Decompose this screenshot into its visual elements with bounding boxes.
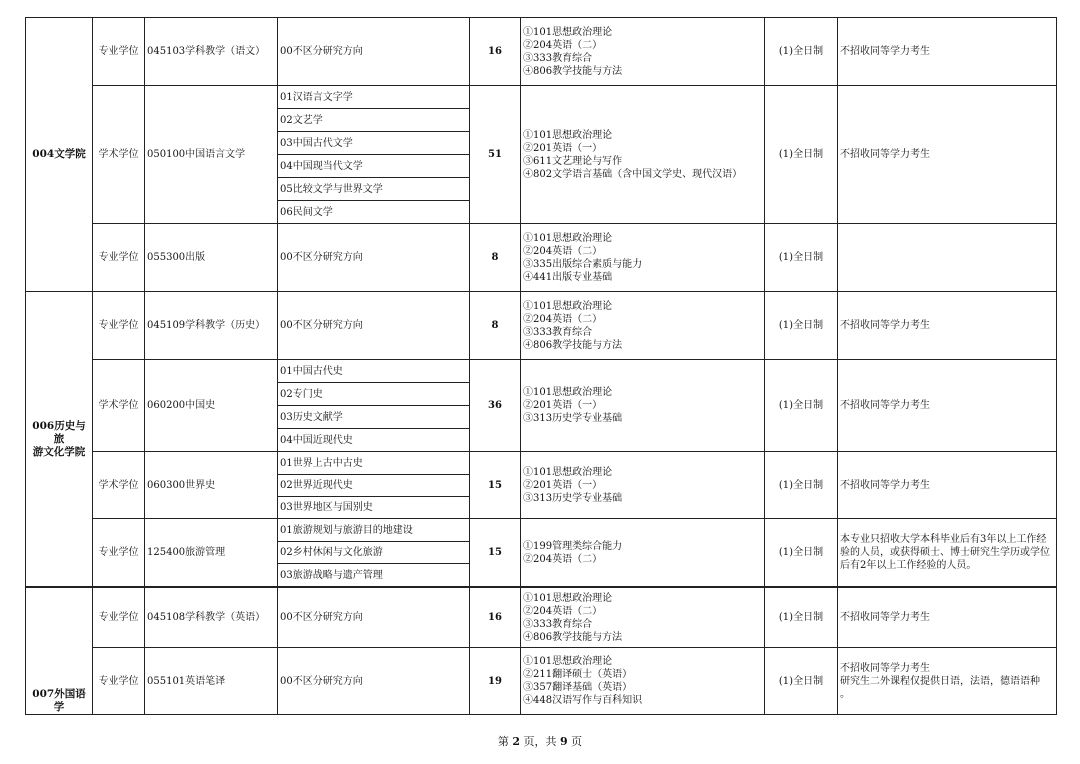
direction-cell: 03历史文献学 [278,406,470,429]
exam-subjects-cell [521,519,765,587]
enrollment-count: 36 [470,360,521,452]
study-mode-cell: (1)全日制 [765,648,838,715]
enrollment-count: 15 [470,452,521,519]
direction-cell: 03世界地区与国别史 [278,497,470,519]
direction-cell: 00不区分研究方向 [278,18,470,86]
direction-cell: 02世界近现代史 [278,475,470,497]
direction-cell: 00不区分研究方向 [278,588,470,648]
degree-type-cell: 专业学位 [93,519,145,587]
exam-subject: ①101思想政治理论 [523,26,613,38]
page-footer [0,733,1080,749]
enrollment-catalog-table-history [25,291,1057,587]
table-row [26,648,1057,715]
exam-subjects-cell [521,452,765,519]
direction-cell: 02乡村休闲与文化旅游 [278,542,470,564]
enrollment-count: 15 [470,519,521,587]
study-mode-cell: (1)全日制 [765,224,838,292]
note-cell: 不招收同等学力考生 [838,452,1057,519]
exam-subject: ②201英语（一） [523,479,603,491]
footer-prefix: 第 [497,735,509,748]
major-cell: 045108学科教学（英语） [145,588,278,648]
note-cell: 不招收同等学力考生 [838,18,1057,86]
table-row [26,452,1057,475]
enrollment-count: 8 [470,292,521,360]
note-cell: 不招收同等学力考生 [838,360,1057,452]
degree-type-cell: 专业学位 [93,292,145,360]
table-row [26,224,1057,292]
exam-subject: ②204英语（二） [523,605,603,617]
exam-subject: ①101思想政治理论 [523,232,613,244]
college-cell [26,292,93,587]
exam-subject: ③313历史学专业基础 [523,413,623,424]
note-cell: 本专业只招收大学本科毕业后有3年以上工作经验的人员，或获得硕士、博士研究生学历或学位后有2年以上工作经验的人员。 [838,519,1057,587]
exam-subject: ①101思想政治理论 [523,466,613,478]
college-cell: 004文学院 [26,18,93,292]
table-row [26,588,1057,648]
direction-cell: 05比较文学与世界文学 [278,178,470,201]
exam-subjects-cell [521,18,765,86]
enrollment-count: 16 [470,18,521,86]
note-line: 。 [840,688,850,700]
degree-type-cell: 学术学位 [93,452,145,519]
study-mode-cell: (1)全日制 [765,18,838,86]
exam-subjects-cell [521,588,765,648]
exam-subject: ③313历史学专业基础 [523,492,623,504]
enrollment-catalog-table [25,17,1057,292]
direction-cell: 01中国古代史 [278,360,470,383]
note-cell [838,224,1057,292]
enrollment-count: 19 [470,648,521,715]
table-row [26,519,1057,542]
exam-subject: ③357翻译基础（英语） [523,682,633,693]
exam-subjects-cell [521,224,765,292]
exam-subject: ③333教育综合 [523,326,593,338]
degree-type-cell: 专业学位 [93,648,145,715]
exam-subject: ④441出版专业基础 [523,271,613,283]
exam-subject: ④448汉语写作与百科知识 [523,695,643,706]
direction-cell: 01汉语言文字学 [278,86,470,109]
footer-mid: 页，共 [523,735,557,748]
degree-type-cell: 专业学位 [93,18,145,86]
major-cell: 055101英语笔译 [145,648,278,715]
direction-cell: 03旅游战略与遗产管理 [278,564,470,587]
exam-subject: ②204英语（二） [523,245,603,257]
study-mode-cell: (1)全日制 [765,360,838,452]
degree-type-cell: 专业学位 [93,588,145,648]
study-mode-cell: (1)全日制 [765,292,838,360]
exam-subject: ②204英语（二） [523,553,603,565]
enrollment-count: 51 [470,86,521,224]
exam-subject: ②204英语（二） [523,39,603,51]
direction-cell: 06民间文学 [278,201,470,224]
direction-cell: 04中国近现代史 [278,429,470,452]
exam-subjects-cell [521,86,765,224]
note-cell: 不招收同等学力考生 [838,86,1057,224]
note-cell: 不招收同等学力考生 [838,292,1057,360]
study-mode-cell: (1)全日制 [765,588,838,648]
major-cell: 060200中国史 [145,360,278,452]
table-row [26,18,1057,86]
note-line: 研究生二外课程仅提供日语，法语，德语语种 [840,675,1040,687]
exam-subject: ①199管理类综合能力 [523,540,623,552]
degree-type-cell: 专业学位 [93,224,145,292]
note-cell [838,648,1057,715]
note-cell: 不招收同等学力考生 [838,588,1057,648]
major-cell: 045103学科教学（语文） [145,18,278,86]
table-row [26,360,1057,383]
exam-subject: ④806教学技能与方法 [523,631,623,643]
college-name-line: 游文化学院 [32,445,86,458]
exam-subject: ④802文学语言基础（含中国文学史、现代汉语） [523,168,743,180]
table-row [26,86,1057,109]
direction-cell: 02文艺学 [278,109,470,132]
exam-subjects-cell [521,648,765,715]
exam-subject: ①101思想政治理论 [523,129,613,141]
major-cell: 050100中国语言文学 [145,86,278,224]
current-page-number: 2 [512,735,520,748]
major-cell: 060300世界史 [145,452,278,519]
enrollment-count: 16 [470,588,521,648]
exam-subjects-cell [521,360,765,452]
exam-subject: ③333教育综合 [523,618,593,630]
exam-subject: ④806教学技能与方法 [523,65,623,77]
exam-subjects-cell [521,292,765,360]
exam-subject: ②204英语（二） [523,313,603,325]
exam-subject: ②201英语（一） [523,142,603,154]
major-cell: 125400旅游管理 [145,519,278,587]
direction-cell: 00不区分研究方向 [278,224,470,292]
exam-subject: ③611文艺理论与写作 [523,155,623,167]
direction-cell: 00不区分研究方向 [278,292,470,360]
direction-cell: 01旅游规划与旅游目的地建设 [278,519,470,542]
degree-type-cell: 学术学位 [93,360,145,452]
exam-subject: ④806教学技能与方法 [523,339,623,351]
direction-cell: 00不区分研究方向 [278,648,470,715]
direction-cell: 02专门史 [278,383,470,406]
exam-subject: ③333教育综合 [523,52,593,64]
college-name-line: 006历史与旅 [32,419,86,445]
total-page-number: 9 [560,735,568,748]
direction-cell: 04中国现当代文学 [278,155,470,178]
exam-subject: ①101思想政治理论 [523,592,613,604]
direction-cell: 01世界上古中古史 [278,452,470,475]
direction-cell: 03中国古代文学 [278,132,470,155]
exam-subject: ②201英语（一） [523,400,603,411]
table-row [26,292,1057,360]
enrollment-catalog-table-foreign [25,587,1057,715]
college-cell: 007外国语学 [26,588,93,715]
exam-subject: ②211翻译硕士（英语） [523,669,633,680]
study-mode-cell: (1)全日制 [765,519,838,587]
major-cell: 055300出版 [145,224,278,292]
exam-subject: ①101思想政治理论 [523,656,613,667]
study-mode-cell: (1)全日制 [765,86,838,224]
exam-subject: ①101思想政治理论 [523,387,613,398]
enrollment-count: 8 [470,224,521,292]
study-mode-cell: (1)全日制 [765,452,838,519]
note-line: 不招收同等学力考生 [840,662,930,674]
footer-suffix: 页 [571,735,583,748]
major-cell: 045109学科教学（历史） [145,292,278,360]
exam-subject: ①101思想政治理论 [523,300,613,312]
degree-type-cell: 学术学位 [93,86,145,224]
exam-subject: ③335出版综合素质与能力 [523,258,643,270]
